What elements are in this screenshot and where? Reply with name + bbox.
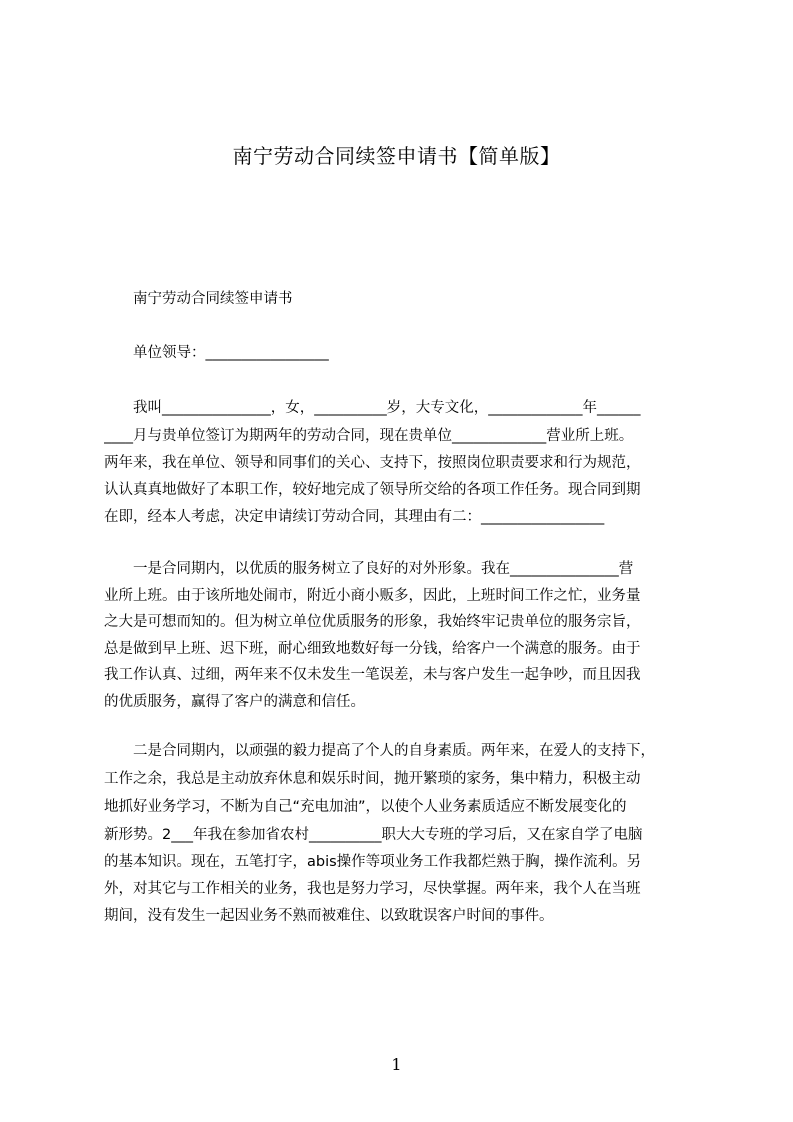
salutation-line: 单位领导：_________________ [104,345,329,361]
document-title: 南宁劳动合同续签申请书【简单版】 [232,144,561,168]
paragraph-1-line-4: 认认真真地做好了本职工作，较好地完成了领导所交给的各项工作任务。现合同到期 [104,482,641,498]
paragraph-3-line-4: 新形势。2___年我在参加省农村__________职大大专班的学习后，又在家自学了电脑 [104,827,643,843]
paragraph-2-line-5: 我工作认真、过细，两年来不仅未发生一笔误差，未与客户发生一起争吵，而且因我 [104,667,641,683]
subtitle-line: 南宁劳动合同续签申请书 [104,291,293,307]
paragraph-2-line-2: 业所上班。由于该所地处闹市，附近小商小贩多，因此，上班时间工作之忙，业务量 [104,588,641,604]
paragraph-1-line-2: ____月与贵单位签订为期两年的劳动合同，现在贵单位_____________营业所上班。 [104,428,634,444]
paragraph-3-line-5: 的基本知识。现在，五笔打字，abis操作等项业务工作我都烂熟于胸，操作流利。另 [104,854,642,870]
paragraph-2-line-1: 一是合同期内，以优质的服务树立了良好的对外形象。我在_______________营 [104,561,634,577]
paragraph-1-line-3: 两年来，我在单位、领导和同事们的关心、支持下，按照岗位职责要求和行为规范， [104,455,641,471]
paragraph-3-line-3: 地抓好业务学习，不断为自己“充电加油”，以使个人业务素质适应不断发展变化的 [104,799,627,815]
paragraph-2-line-3: 之大是可想而知的。但为树立单位优质服务的形象，我始终牢记贵单位的服务宗旨， [104,614,641,630]
paragraph-3-line-7: 期间，没有发生一起因业务不熟而被难住、以致耽误客户时间的事件。 [104,908,554,924]
paragraph-3-line-1: 二是合同期内，以顽强的毅力提高了个人的自身素质。两年来，在爱人的支持下， [104,743,655,759]
page-number: 1 [391,1055,402,1074]
paragraph-1-line-5: 在即，经本人考虑，决定申请续订劳动合同，其理由有二：_________________ [104,509,605,525]
paragraph-3-line-6: 外，对其它与工作相关的业务，我也是努力学习，尽快掌握。两年来，我个人在当班 [104,881,641,897]
paragraph-3-line-2: 工作之余，我总是主动放弃休息和娱乐时间，抛开繁琐的家务，集中精力，积极主动 [104,771,641,787]
paragraph-2-line-6: 的优质服务，赢得了客户的满意和信任。 [104,694,365,710]
paragraph-1-line-1: 我叫_______________，女，__________岁，大专文化，_____________年______ [104,400,641,416]
paragraph-2-line-4: 总是做到早上班、迟下班，耐心细致地数好每一分钱，给客户一个满意的服务。由于 [104,641,641,657]
